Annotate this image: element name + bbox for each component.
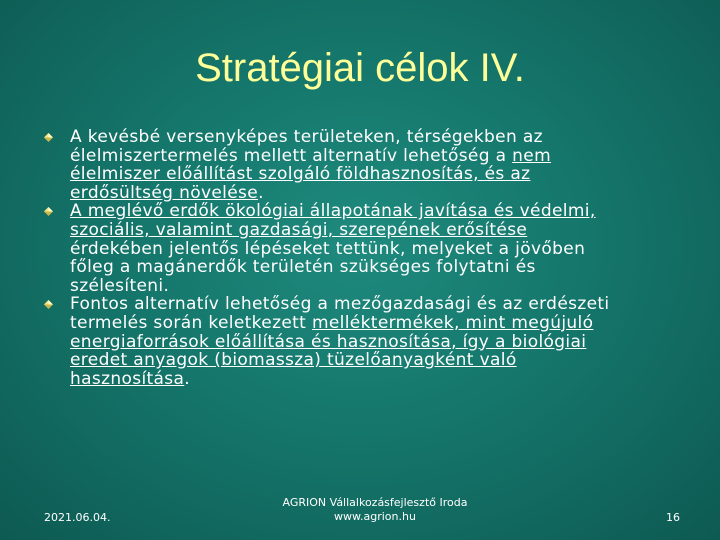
footer-organization [215,496,535,524]
bullet-item [44,295,624,388]
footer-org-website: www.agrion.hu [334,510,416,523]
bullet-text-part: . [258,182,264,203]
bullet-list [44,128,624,388]
bullet-text-part: . [184,368,191,389]
bullet-text-part: Fontos alternatív lehetőség a mezőgazdasági és az erdészeti termelés során keletkezett [70,294,610,333]
page-number: 16 [666,511,680,524]
bullet-item [44,128,624,202]
bullet-text [70,202,624,295]
bullet-text [70,295,624,388]
slide-title: Stratégiai célok IV. [195,46,525,90]
footer-date: 2021.06.04. [44,511,111,524]
footer-org-name: AGRION Vállalkozásfejlesztő Iroda [282,496,468,509]
diamond-bullet-icon [44,300,53,309]
bullet-item [44,202,624,295]
diamond-bullet-icon [44,207,53,216]
bullet-text-part: érdekében jelentős lépéseket tettünk, melyeket a jövőben főleg a magánerdők területén szükséges folytatni és szélesíteni. [70,238,586,296]
bullet-text [70,128,624,202]
bullet-text-underlined: nem élelmiszer előállítást szolgáló földhasznosítás, és az erdősültség növelése [70,145,551,203]
bullet-text-part: A kevésbé versenyképes területeken, térségekben az élelmiszertermelés mellett alternatív lehetőség a [70,127,543,166]
bullet-text-underlined: A meglévő erdők ökológiai állapotának javítása és védelmi, szociális, valamint gazdasági, szerepének erősítése [70,201,596,240]
bullet-text-underlined: melléktermékek, mint megújuló energiaforrások előállítása és hasznosítása, így a biológiai eredet anyagok (biomassza) tüzelőanyagként való hasznosítása [70,312,594,389]
diamond-bullet-icon [44,133,53,142]
